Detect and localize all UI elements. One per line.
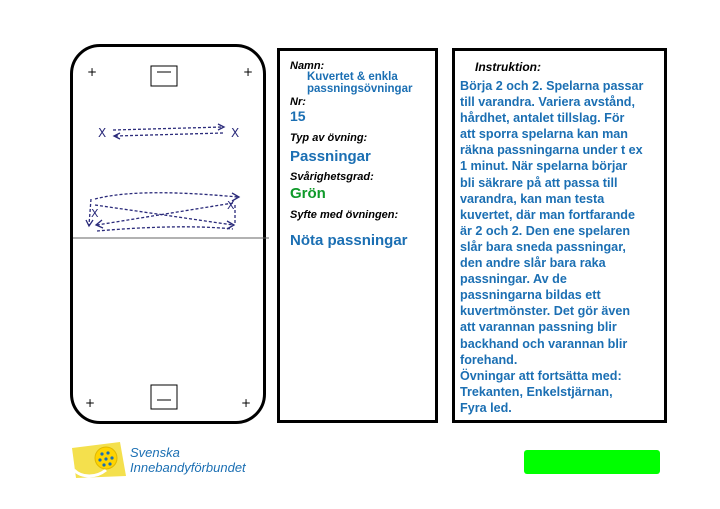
envelope-diagonal-1 xyxy=(95,205,233,225)
exercise-info-panel xyxy=(277,48,438,423)
type-label: Typ av övning: xyxy=(290,132,368,144)
difficulty-color-bar xyxy=(524,450,660,474)
drill-arrowheads-1 xyxy=(114,124,224,139)
envelope-bottom xyxy=(97,227,233,231)
rink-drawing xyxy=(73,47,269,427)
bottom-goal xyxy=(151,385,177,409)
purpose-label: Syfte med övningen: xyxy=(290,209,399,221)
purpose-value: Nöta passningar xyxy=(290,232,408,249)
nr-value: 15 xyxy=(290,108,306,124)
floorball-logo-icon xyxy=(70,440,128,480)
instruction-panel xyxy=(452,48,667,423)
corner-mark-bottom-left: + xyxy=(85,396,96,410)
player-marker: X xyxy=(98,126,107,140)
type-value: Passningar xyxy=(290,148,371,165)
corner-mark-bottom-right: + xyxy=(241,396,252,410)
federation-logo xyxy=(70,440,280,480)
player-marker: X xyxy=(231,126,240,140)
corner-mark-top-right: + xyxy=(243,65,254,79)
nr-label: Nr: xyxy=(290,96,306,108)
envelope-diagonal-2 xyxy=(97,203,233,225)
rink-diagram xyxy=(70,44,266,424)
name-label: Namn: xyxy=(290,60,325,72)
instruction-text: Börja 2 och 2. Spelarna passar till varandra. Variera avstånd, hårdhet, antalet tillslag. För att sporra spelarna kan man räkna passningarna under t ex 1 minut. När spelarna börjar bli säkrare på att passa till varandra, kan man testa kuvertet, där man fortfarande är 2 och 2. Den ene spelaren slår bara sneda passningar, den andre slår bara raka passningar. Av de passningarna bildas ett kuvertmönster. Det gör även att varannan passning blir backhand och varannan blir forehand. Övningar att fortsätta med: Trekanten, Enkelstjärnan, Fyra led. xyxy=(460,79,644,415)
logo-text-line2: Innebandyförbundet xyxy=(130,460,246,475)
difficulty-value: Grön xyxy=(290,185,326,202)
logo-text-line1: Svenska xyxy=(130,445,180,460)
name-value: Kuvertet & enkla passningsövningar xyxy=(307,71,413,95)
pass-arrow-left xyxy=(115,133,223,136)
corner-mark-top-left: + xyxy=(87,65,98,79)
drill-straight-passes xyxy=(113,127,223,136)
drill-envelope-passes xyxy=(89,193,238,231)
difficulty-label: Svårighetsgrad: xyxy=(290,171,374,183)
player-marker: X xyxy=(91,207,99,220)
player-marker: X xyxy=(227,199,235,212)
pass-arrow-right xyxy=(113,127,223,130)
envelope-top xyxy=(95,193,238,199)
top-goal xyxy=(151,66,177,86)
instruction-label: Instruktion: xyxy=(475,60,541,74)
